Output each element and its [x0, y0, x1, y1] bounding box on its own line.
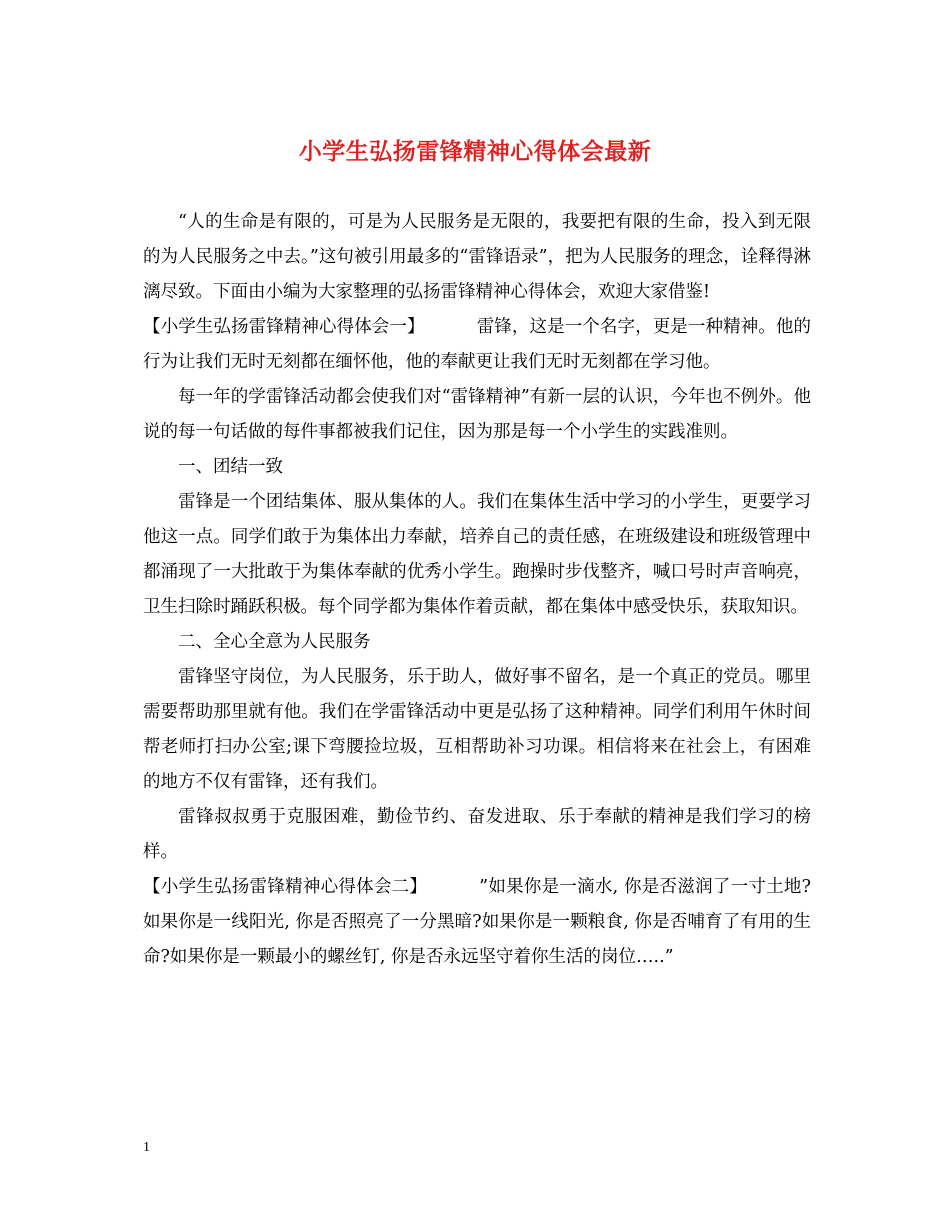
intro-paragraph: “人的生命是有限的，可是为人民服务是无限的，我要把有限的生命，投入到无限的为人民服务之中去。”这句被引用最多的“雷锋语录”，把为人民服务的理念，诠释得淋漓尽致。下面由小编为大家整理的弘扬雷锋精神心得体会，欢迎大家借鉴!	[143, 212, 811, 302]
page-number: 1	[143, 1140, 150, 1155]
heading-1: 一、团结一致	[178, 457, 283, 477]
paragraph-1: 每一年的学雷锋活动都会使我们对“雷锋精神”有新一层的认识，今年也不例外。他说的每一句话做的每件事都被我们记住，因为那是每一个小学生的实践准则。	[143, 387, 811, 442]
paragraph-3: 雷锋坚守岗位，为人民服务，乐于助人，做好事不留名，是一个真正的党员。哪里需要帮助那里就有他。我们在学雷锋活动中更是弘扬了这种精神。同学们利用午休时间帮老师打扫办公室;课下弯腰捡垃圾，互相帮助补习功课。相信将来在社会上，有困难的地方不仅有雷锋，还有我们。	[143, 667, 811, 792]
section-2-paragraph	[143, 870, 811, 975]
paragraph-2: 雷锋是一个团结集体、服从集体的人。我们在集体生活中学习的小学生，更要学习他这一点。同学们敢于为集体出力奉献，培养自己的责任感，在班级建设和班级管理中都涌现了一大批敢于为集体奉献的优秀小学生。跑操时步伐整齐，喊口号时声音响亮，卫生扫除时踊跃积极。每个同学都为集体作着贡献，都在集体中感受快乐，获取知识。	[143, 492, 811, 617]
section-2-lead: ”如果你是一滴水, 你是否滋润了一寸土地?如果你是一线阳光, 你是否照亮了一分黑暗?如果你是一颗粮食, 你是否哺育了有用的生命?如果你是一颗最小的螺丝钉, 你是否永远坚守着你生活的岗位…..”	[143, 877, 812, 967]
paragraph-4: 雷锋叔叔勇于克服困难，勤俭节约、奋发进取、乐于奉献的精神是我们学习的榜样。	[143, 807, 811, 862]
section-1-header: 【小学生弘扬雷锋精神心得体会一】	[143, 317, 425, 337]
document-title: 小学生弘扬雷锋精神心得体会最新	[298, 138, 652, 165]
section-1-lead: 雷锋，这是一个名字，更是一种精神。他的行为让我们无时无刻都在缅怀他，他的奉献更让我们无时无刻都在学习他。	[143, 317, 812, 372]
section-1-paragraph	[143, 310, 811, 380]
heading-2: 二、全心全意为人民服务	[178, 632, 371, 652]
document-body	[143, 205, 811, 975]
section-2-header: 【小学生弘扬雷锋精神心得体会二】	[143, 877, 428, 897]
